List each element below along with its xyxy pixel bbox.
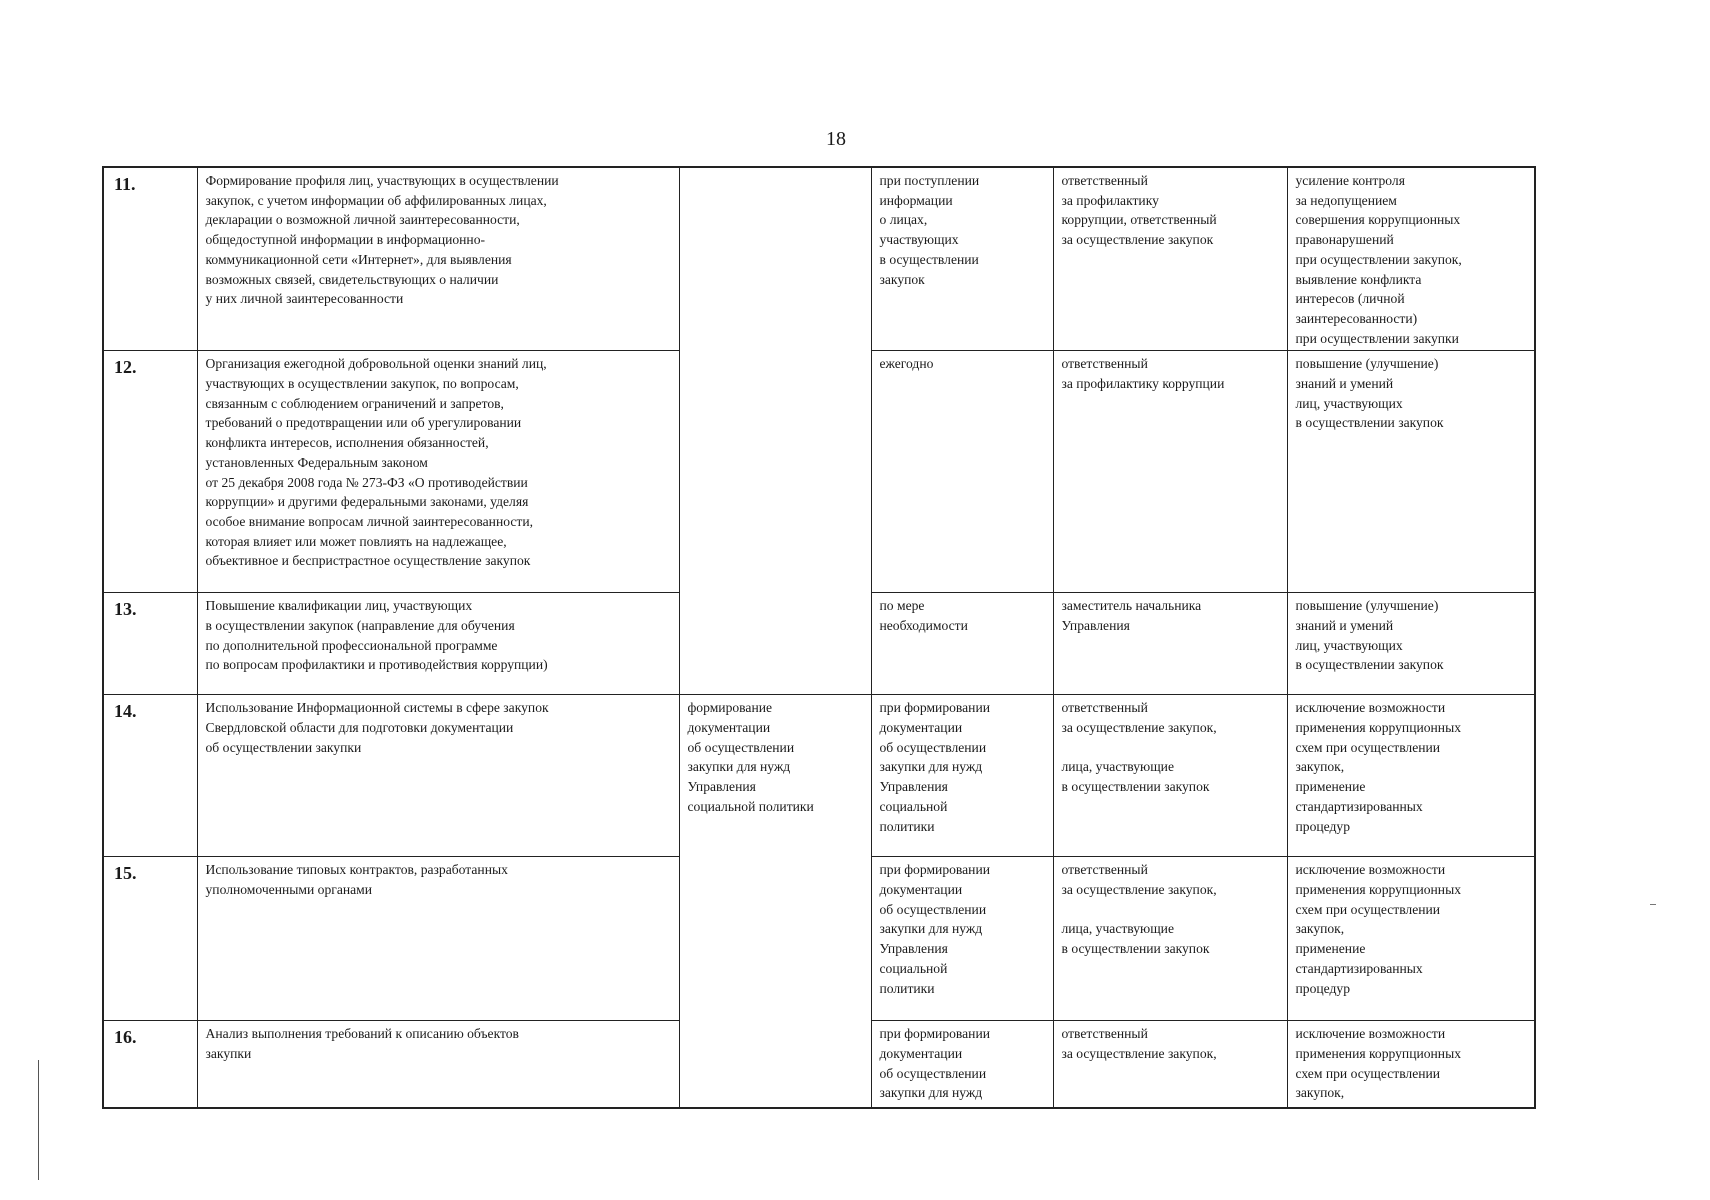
row-number: 14.	[103, 695, 197, 857]
term-cell: при формировании документации об осуществлении закупки для нужд	[871, 1021, 1053, 1108]
responsible-cell: ответственный за профилактику коррупции	[1053, 351, 1287, 593]
activity-cell: Повышение квалификации лиц, участвующих в осуществлении закупок (направление для обучения по дополнительной профессиональной программе по вопросам профилактики и противодействия коррупции)	[197, 593, 679, 695]
result-cell: исключение возможности применения коррупционных схем при осуществлении закупок, применение стандартизированных процедур	[1287, 695, 1535, 857]
activity-cell: Использование типовых контрактов, разработанных уполномоченными органами	[197, 857, 679, 1021]
row-number: 12.	[103, 351, 197, 593]
row-number: 11.	[103, 167, 197, 351]
anticorruption-plan-table	[102, 166, 1536, 1109]
row-number: 13.	[103, 593, 197, 695]
result-cell: усиление контроля за недопущением совершения коррупционных правонарушений при осуществлении закупок, выявление конфликта интересов (личной заинтересованности) при осуществлении закупки	[1287, 167, 1535, 351]
scan-mark	[1650, 904, 1656, 905]
table-row	[103, 167, 1535, 351]
responsible-cell: ответственный за профилактику коррупции, ответственный за осуществление закупок	[1053, 167, 1287, 351]
activity-cell: Организация ежегодной добровольной оценки знаний лиц, участвующих в осуществлении закупок, по вопросам, связанным с соблюдением ограничений и запретов, требований о предотвращении или об урегулировании конфликта интересов, исполнения обязанностей, установленных Федеральным законом от 25 декабря 2008 года № 273-ФЗ «О противодействии коррупции» и другими федеральными законами, уделяя особое внимание вопросам личной заинтересованности, которая влияет или может повлиять на надлежащее, объективное и беспристрастное осуществление закупок	[197, 351, 679, 593]
term-cell: по мере необходимости	[871, 593, 1053, 695]
responsible-cell: ответственный за осуществление закупок, лица, участвующие в осуществлении закупок	[1053, 857, 1287, 1021]
activity-cell: Использование Информационной системы в сфере закупок Свердловской области для подготовки документации об осуществлении закупки	[197, 695, 679, 857]
responsible-cell: ответственный за осуществление закупок,	[1053, 1021, 1287, 1108]
row-number: 16.	[103, 1021, 197, 1108]
page-number: 18	[826, 128, 846, 150]
result-cell: исключение возможности применения коррупционных схем при осуществлении закупок,	[1287, 1021, 1535, 1108]
goal-cell-empty	[679, 167, 871, 695]
responsible-cell: ответственный за осуществление закупок, лица, участвующие в осуществлении закупок	[1053, 695, 1287, 857]
table-row	[103, 695, 1535, 857]
goal-cell: формирование документации об осуществлении закупки для нужд Управления социальной политики	[679, 695, 871, 1108]
result-cell: повышение (улучшение) знаний и умений лиц, участвующих в осуществлении закупок	[1287, 351, 1535, 593]
row-number: 15.	[103, 857, 197, 1021]
margin-line	[38, 1060, 39, 1180]
result-cell: исключение возможности применения коррупционных схем при осуществлении закупок, применение стандартизированных процедур	[1287, 857, 1535, 1021]
term-cell: при поступлении информации о лицах, участвующих в осуществлении закупок	[871, 167, 1053, 351]
term-cell: при формировании документации об осуществлении закупки для нужд Управления социальной политики	[871, 695, 1053, 857]
result-cell: повышение (улучшение) знаний и умений лиц, участвующих в осуществлении закупок	[1287, 593, 1535, 695]
responsible-cell: заместитель начальника Управления	[1053, 593, 1287, 695]
activity-cell: Анализ выполнения требований к описанию объектов закупки	[197, 1021, 679, 1108]
activity-cell: Формирование профиля лиц, участвующих в осуществлении закупок, с учетом информации об аффилированных лицах, декларации о возможной личной заинтересованности, общедоступной информации в информационно- коммуникационной сети «Интернет», для выявления возможных связей, свидетельствующих о наличии у них личной заинтересованности	[197, 167, 679, 351]
term-cell: при формировании документации об осуществлении закупки для нужд Управления социальной политики	[871, 857, 1053, 1021]
term-cell: ежегодно	[871, 351, 1053, 593]
